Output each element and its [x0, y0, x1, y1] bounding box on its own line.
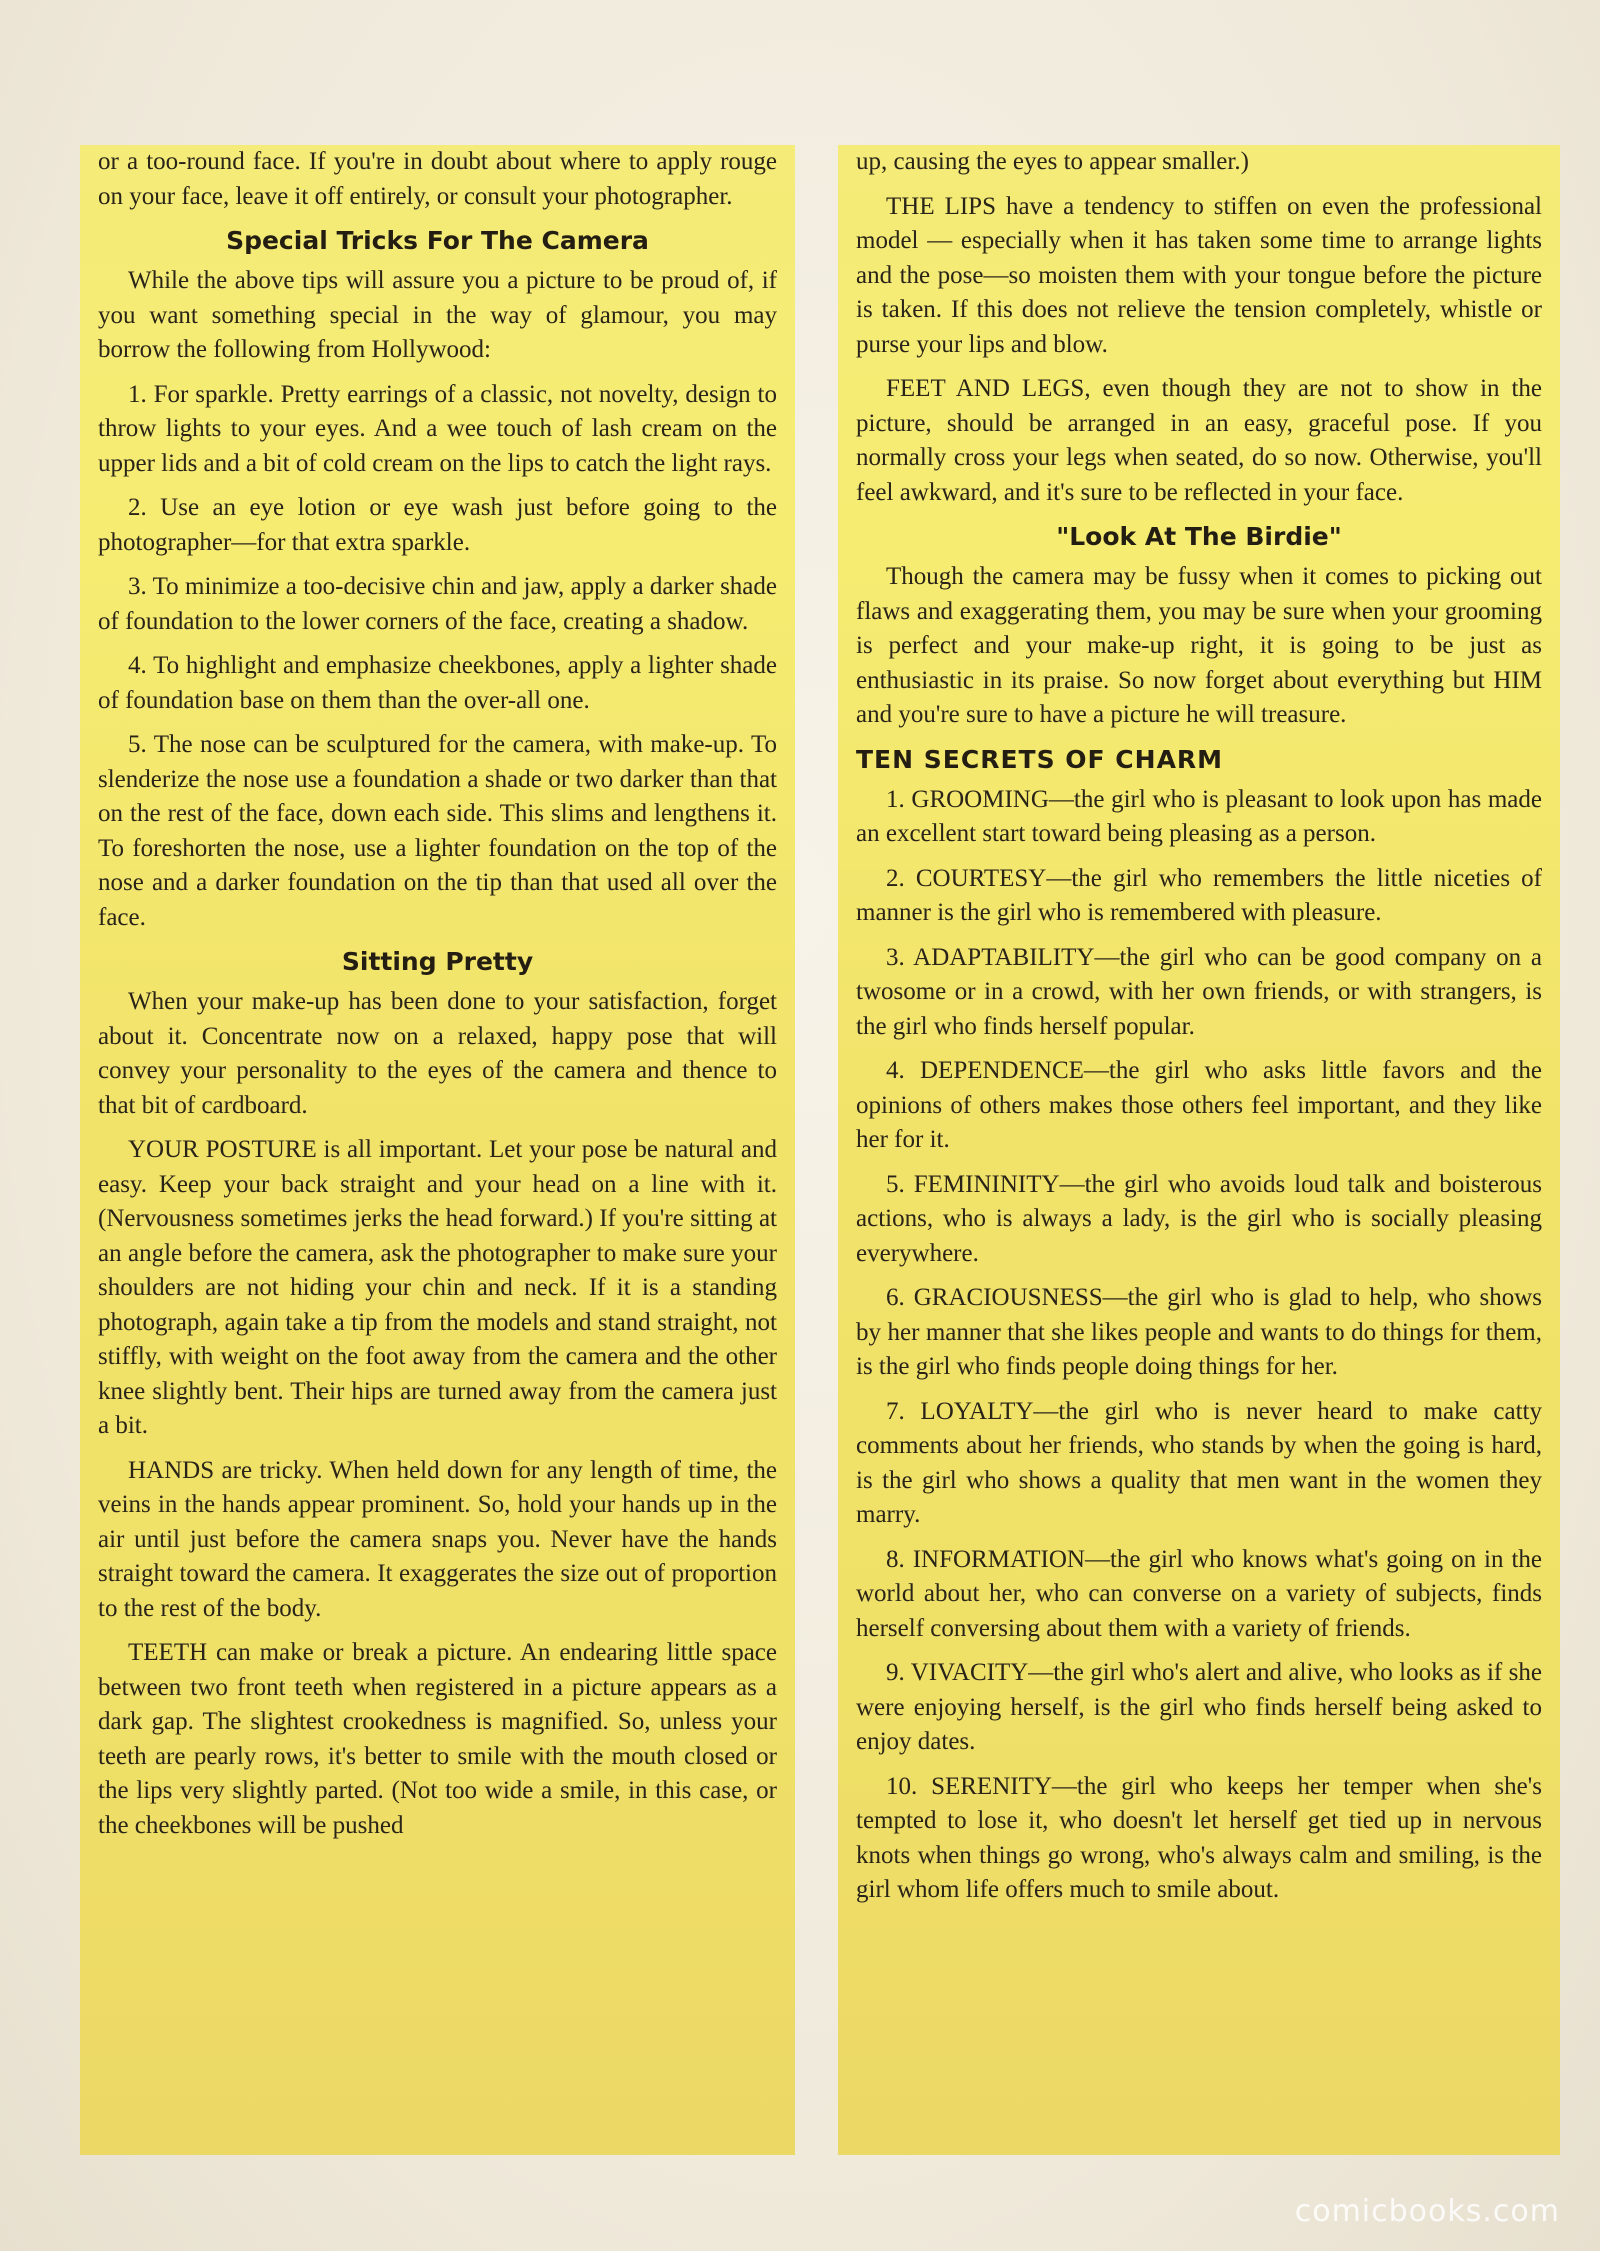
- tip-2: 2. Use an eye lotion or eye wash just before going to the photographer—for that extra sparkle.: [98, 494, 777, 556]
- left-intro-paragraph: or a too-round face. If you're in doubt about where to apply rouge on your face, leave it off entirely, or consult your photographer.: [98, 148, 777, 210]
- paragraph-hands: HANDS are tricky. When held down for any length of time, the veins in the hands appear prominent. So, hold your hands up in the air until just before the camera snaps you. Never have the hands straight toward the camera. It exaggerates the size out of proportion to the rest of the body.: [98, 1456, 777, 1622]
- secret-7: 7. LOYALTY—the girl who is never heard to make catty comments about her friends, who stands by when the going is hard, is the girl who shows a quality that men want in the women they marry.: [856, 1397, 1542, 1528]
- secret-6: 6. GRACIOUSNESS—the girl who is glad to help, who shows by her manner that she likes people and wants to do things for them, is the girl who finds people doing things for her.: [856, 1284, 1542, 1380]
- tip-5: 5. The nose can be sculptured for the camera, with make-up. To slenderize the nose use a foundation a shade or two darker than that on the rest of the face, down each side. This slims and lengthens it. To foreshorten the nose, use a lighter foundation on the top of the nose and a darker foundation on the tip than that used all over the face.: [98, 731, 777, 931]
- secret-1: 1. GROOMING—the girl who is pleasant to look upon has made an excellent start toward being pleasing as a person.: [856, 785, 1542, 847]
- paragraph: Though the camera may be fussy when it comes to picking out flaws and exaggerating them, you may be sure when your grooming is perfect and your make-up right, it is going to be just as enthusiastic in its praise. So now forget about everything but HIM and you're sure to have a picture he will treasure.: [856, 563, 1542, 728]
- secret-8: 8. INFORMATION—the girl who knows what's going on in the world about her, who can converse on a variety of subjects, finds herself conversing about them with a variety of friends.: [856, 1545, 1542, 1642]
- tip-3: 3. To minimize a too-decisive chin and jaw, apply a darker shade of foundation to the lower corners of the face, creating a shadow.: [98, 573, 777, 635]
- paragraph-feet-legs: FEET AND LEGS, even though they are not to show in the picture, should be arranged in an easy, graceful pose. If you normally cross your legs when seated, do so now. Otherwise, you'll feel awkward, and it's sure to be reflected in your face.: [856, 375, 1542, 506]
- paragraph: When your make-up has been done to your satisfaction, forget about it. Concentrate now on a relaxed, happy pose that will convey your personality to the eyes of the camera and thence to that bit of cardboard.: [98, 988, 777, 1119]
- left-column: [80, 145, 795, 2155]
- secret-5: 5. FEMININITY—the girl who avoids loud talk and boisterous actions, who is always a lady, is the girl who is socially pleasing everywhere.: [856, 1170, 1542, 1267]
- paragraph: While the above tips will assure you a picture to be proud of, if you want something special in the way of glamour, you may borrow the following from Hollywood:: [98, 267, 777, 363]
- watermark: comicbooks.com: [1294, 2194, 1560, 2229]
- paragraph-posture: YOUR POSTURE is all important. Let your pose be natural and easy. Keep your back straight and your head on a line with it. (Nervousness sometimes jerks the head forward.) If you're sitting at an angle before the camera, ask the photographer to make sure your shoulders are not hiding your chin and neck. If it is a standing photograph, again take a tip from the models and stand straight, not stiffly, with weight on the foot away from the camera and the other knee slightly bent. Their hips are turned away from the camera just a bit.: [98, 1136, 777, 1439]
- tip-4: 4. To highlight and emphasize cheekbones, apply a lighter shade of foundation base on them than the over-all one.: [98, 652, 777, 714]
- secret-2: 2. COURTESY—the girl who remembers the little niceties of manner is the girl who is remembered with pleasure.: [856, 864, 1542, 926]
- secret-4: 4. DEPENDENCE—the girl who asks little favors and the opinions of others makes those others feel important, and they like her for it.: [856, 1057, 1542, 1153]
- secret-10: 10. SERENITY—the girl who keeps her temper when she's tempted to lose it, who doesn't let herself get tied up in nervous knots when things go wrong, who's always calm and smiling, is the girl whom life offers much to smile about.: [856, 1772, 1542, 1903]
- heading-special-tricks: Special Tricks For The Camera: [226, 226, 649, 255]
- heading-ten-secrets: TEN SECRETS OF CHARM: [856, 744, 1224, 774]
- right-column: [838, 145, 1560, 2155]
- heading-look-at-the-birdie: "Look At The Birdie": [1056, 522, 1342, 551]
- tip-1: 1. For sparkle. Pretty earrings of a classic, not novelty, design to throw lights to your eyes. And a wee touch of lash cream on the upper lids and a bit of cold cream on the lips to catch the light rays.: [98, 380, 777, 477]
- heading-sitting-pretty: Sitting Pretty: [341, 947, 534, 976]
- right-intro-paragraph: up, causing the eyes to appear smaller.): [856, 148, 1249, 175]
- paragraph-lips: THE LIPS have a tendency to stiffen on even the professional model — especially when it has taken some time to arrange lights and the pose—so moisten them with your tongue before the picture is taken. If this does not relieve the tension completely, whistle or purse your lips and blow.: [856, 192, 1542, 358]
- paragraph-teeth: TEETH can make or break a picture. An endearing little space between two front teeth when registered in a picture appears as a dark gap. The slightest crookedness is magnified. So, unless your teeth are pearly rows, it's better to smile with the mouth closed or the lips very slightly parted. (Not too wide a smile, in this case, or the cheekbones will be pushed: [98, 1639, 777, 1839]
- secret-3: 3. ADAPTABILITY—the girl who can be good company on a twosome or in a crowd, with her own friends, or with strangers, is the girl who finds herself popular.: [856, 943, 1542, 1040]
- secret-9: 9. VIVACITY—the girl who's alert and alive, who looks as if she were enjoying herself, is the girl who finds herself being asked to enjoy dates.: [856, 1659, 1542, 1755]
